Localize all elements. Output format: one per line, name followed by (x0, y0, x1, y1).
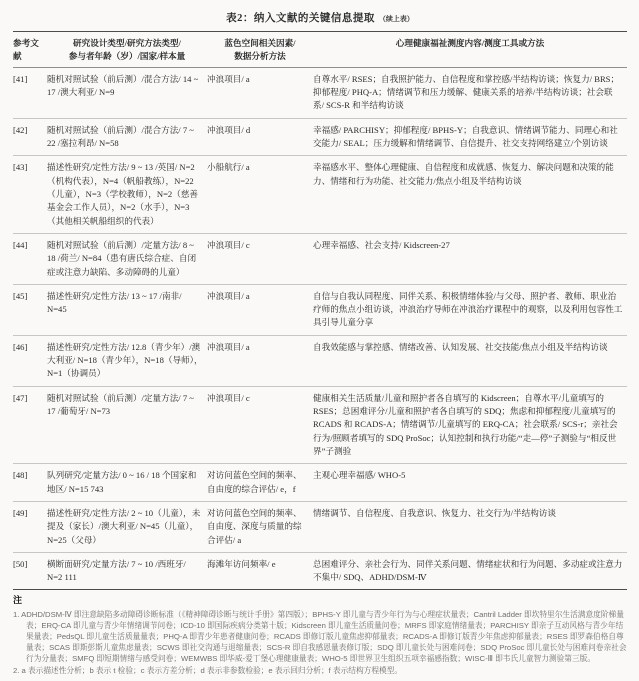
header-blue-line2: 数据分析方法 (234, 50, 286, 61)
table-title-text: 表2：纳入文献的关键信息提取 (226, 13, 375, 24)
design-cell: 描述性研究/定性方法/ 13 ~ 17 /南非/ N=45 (47, 290, 182, 315)
design-cell: 队列研究/定量方法/ 0 ~ 16 / 18 个国家和地区/ N=15 743 (47, 470, 197, 494)
blue-space-cell: 对访问蓝色空间的频率、自由度的综合评估/ e，f (207, 470, 302, 494)
ref-cell: [42] (13, 124, 28, 135)
blue-space-cell: 对访问蓝色空间的频率、自由度、深度与质量的综合评估/ a (207, 507, 302, 545)
mental-health-cell: 主观心理幸福感/ WHO-5 (313, 470, 406, 481)
mental-health-cell: 自尊水平/ RSES；自我照护能力、自信程度和掌控感/半结构访谈；恢复力/ BRS；抑郁程度/ PHQ-A；情绪调节和压力缓解、健康关系的培养/半结构访谈；社会联系/ SCS-R 和半结构访谈 (313, 73, 620, 111)
header-mental-line1: 心理健康福祉测度内容/测度工具或方法 (395, 38, 545, 48)
table-row (13, 464, 627, 502)
mental-health-cell: 幸福感/ PARCHISY；抑郁程度/ BPHS-Y；自我意识、情绪调节能力、同理心和社交能力/ SEAL；压力缓解和情绪调节、自信提升、社交支持网络建立/个别访谈 (313, 124, 618, 149)
header-ref-line1: 参考文献 (13, 38, 39, 61)
mental-health-cell: 心理幸福感、社会支持/ Kidscreen-27 (313, 239, 450, 250)
table-title-suffix: （续上表） (378, 15, 414, 23)
blue-space-cell: 冲浪项目/ c (207, 392, 250, 403)
header-ref (13, 32, 47, 68)
header-design (47, 32, 207, 68)
design-cell: 描述性研究/定性方法/ 2 ~ 10（儿童），未提及（家长）/澳大利亚/ N=45（儿童），N=25（父母） (47, 507, 201, 545)
ref-cell: [44] (13, 239, 28, 250)
ref-cell: [41] (13, 73, 28, 84)
design-cell: 随机对照试验（前后测）/定量方法/ 7 ~ 17 /葡萄牙/ N=73 (47, 392, 194, 417)
table-row (13, 335, 627, 386)
design-cell: 随机对照试验（前后测）/混合方法/ 14 ~ 17 /澳大利亚/ N=9 (47, 73, 199, 98)
table-row (13, 67, 627, 118)
table-row (13, 118, 627, 156)
header-blue-space (207, 32, 313, 68)
design-cell: 描述性研究/定性方法/ 9 ~ 13 /英国/ N=2（机构代表），N=4（帆船教练），N=22（儿童），N=3（学校教师），N=2（慈善基金会工作人员），N=2（水手），N=3（其他相关帆船组织的代表） (47, 162, 199, 226)
header-mental-health (313, 32, 627, 68)
mental-health-cell: 自信与自我认同程度、同伴关系、积极情绪体验/与父母、照护者、教师、职业治疗师的焦点小组访谈，冲浪治疗导师在冲浪治疗课程中的观察，以及利用包容性工具引导儿童分享 (313, 290, 623, 328)
blue-space-cell: 冲浪项目/ a (207, 341, 250, 352)
table-row (13, 156, 627, 234)
table-row (13, 501, 627, 552)
design-cell: 随机对照试验（前后测）/定量方法/ 8 ~ 18 /荷兰/ N=84（患有唐氏综合症、自闭症或注意力缺陷、多动障碍的儿童） (47, 239, 197, 277)
blue-space-cell: 海滩年访问频率/ e (207, 558, 276, 569)
blue-space-cell: 小船航行/ a (207, 162, 250, 173)
ref-cell: [45] (13, 290, 28, 301)
mental-health-cell: 幸福感水平、整体心理健康、自信程度和成就感、恢复力、解决问题和决策的能力、情绪和行为功能、社交能力/焦点小组及半结构访谈 (313, 162, 614, 186)
table-row (13, 552, 627, 590)
mental-health-cell: 健康相关生活质量/儿童和照护者各自填写的 Kidscreen；自尊水平/儿童填写的 RSES；总困难评分/儿童和照护者各自填写的 SDQ；焦虑和抑郁程度/儿童填写的 RCADS 和 RCADS-A；情绪调节/儿童填写的 ERQ-CA；社会联系/ SCS-r；亲社会行为/照顾者填写的 SDQ ProSoc；认知控制和执行功能/“走—停”子测验与“相反世界”子测验 (313, 392, 618, 456)
notes-label: 注 (13, 595, 23, 606)
table-row (13, 233, 627, 284)
design-cell: 描述性研究/定性方法/ 12.8（青少年）/澳大利亚/ N=18（青少年），N=18（导师），N=1（协调员） (47, 341, 203, 379)
blue-space-cell: 冲浪项目/ a (207, 73, 250, 84)
mental-health-cell: 总困难评分、亲社会行为、同伴关系问题、情绪症状和行为问题、多动症或注意力不集中/ SDQ、ADHD/DSM-Ⅳ (313, 558, 623, 583)
design-cell: 横断面研究/定量方法/ 7 ~ 10 /西班牙/ N=2 111 (47, 558, 186, 583)
notes-section (13, 594, 627, 676)
ref-cell: [43] (13, 162, 28, 173)
ref-cell: [46] (13, 341, 28, 352)
note-item-analysis-codes: 2. a 表示描述性分析；b 表示 t 检验；c 表示方差分析；d 表示非参数检验；e 表示回归分析；f 表示结构方程模型。 (13, 666, 403, 676)
mental-health-cell: 自我效能感与掌控感、情绪改善、认知发展、社交技能/焦点小组及半结构访谈 (313, 341, 608, 352)
table-row (13, 284, 627, 335)
table-header (13, 32, 627, 68)
ref-cell: [48] (13, 470, 28, 481)
table-body (13, 67, 627, 590)
ref-cell: [50] (13, 558, 28, 569)
blue-space-cell: 冲浪项目/ d (207, 124, 251, 135)
header-blue-line1: 蓝色空间相关因素/ (224, 38, 296, 48)
note-item-abbreviations: 1. ADHD/DSM-Ⅳ 即注意缺陷多动障碍诊断标准（《精神障碍诊断与统计手册》第四版）；BPHS-Y 即儿童与青少年行为与心理症状量表；Cantril Ladder 即坎特里尔生活满意度阶梯量表；ERQ-CA 即儿童与青少年情绪调节问卷；ICD-10 即国际疾病分类第十版；Kidscreen 即儿童生活质量问卷；MRFS 即家庭情绪量表；PARCHISY 即亲子互动风格与青少年结果量表；PedsQL 即儿童生活质量量表；PHQ-A 即青少年患者健康问卷；RCADS 即修订版儿童焦虑抑郁量表；RCADS-A 即修订版青少年焦虑抑郁量表；RSES 即罗森伯格自尊量表；SCAS 即斯彭斯儿童焦虑量表；SCWS 即社交沟通与退缩量表；SCS-R 即自我感恩量表修订版；SDQ 即儿童长处与困难问卷；SDQ ProSoc 即儿童长处与困难问卷亲社会行为分量表；SMFQ 即短期情绪与感受问卷；WEMWBS 即华威-爱丁堡心理健康量表；WHO-5 即世界卫生组织五项幸福感指数；WISC-Ⅲ 即韦氏儿童智力测验第三版。 (13, 609, 627, 664)
design-cell: 随机对照试验（前后测）/混合方法/ 7 ~ 22 /塞拉利昂/ N=58 (47, 124, 194, 149)
blue-space-cell: 冲浪项目/ c (207, 239, 250, 250)
header-design-line2: 参与者年龄（岁）/国家/样本量 (68, 50, 186, 61)
ref-cell: [47] (13, 392, 28, 403)
table-title (13, 8, 627, 26)
mental-health-cell: 情绪调节、自信程度、自我意识、恢复力、社交行为/半结构访谈 (313, 507, 557, 518)
ref-cell: [49] (13, 507, 28, 518)
literature-table (13, 31, 627, 590)
header-row (13, 32, 627, 68)
header-design-line1: 研究设计类型/研究方法类型/ (73, 38, 181, 48)
blue-space-cell: 冲浪项目/ a (207, 290, 250, 301)
table-row (13, 386, 627, 464)
